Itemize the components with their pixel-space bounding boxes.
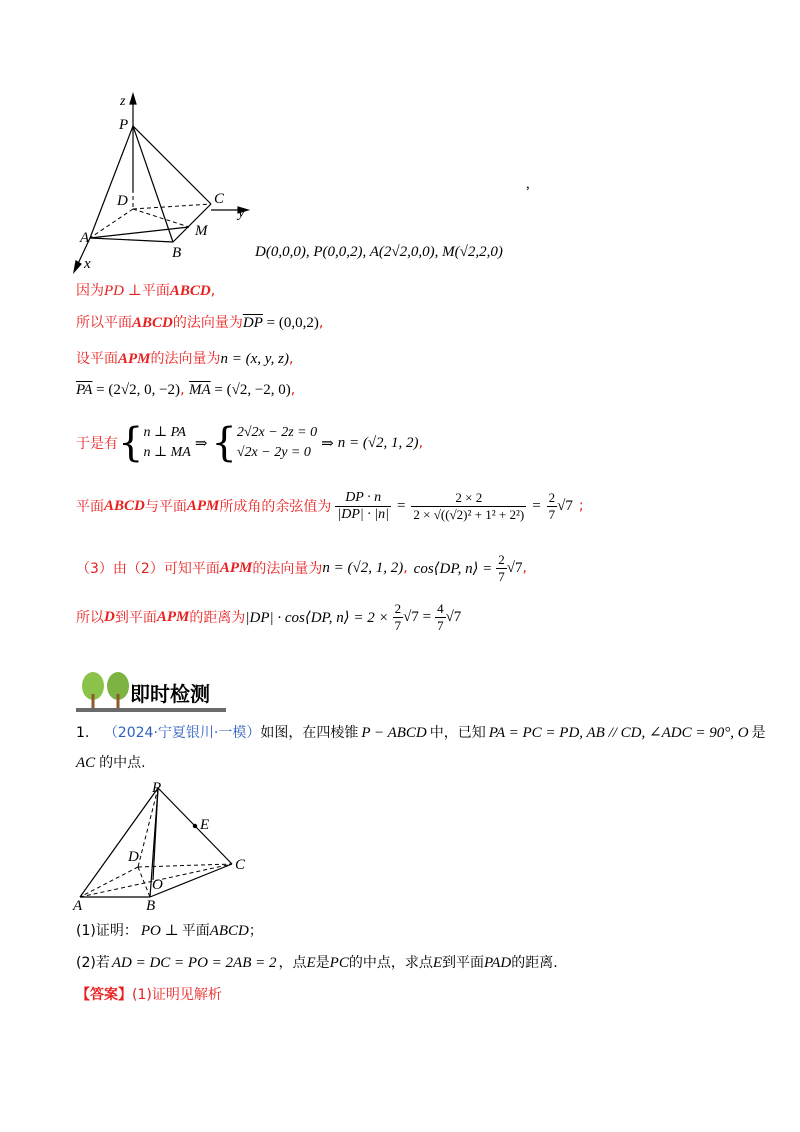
section-header	[76, 670, 226, 712]
problem-line-2: AC 的中点.	[76, 755, 146, 771]
solution-line-6: 平面 ABCD 与平面 APM 所成角的余弦值为 $\frac{DP \cdot n}{|DP| \cdot |n|}$ = $\frac{2 \times 2}{\text{2 × √((√2)² + 1² + 2²)}}$ = $\frac{2}{7}$ √7 ;	[76, 489, 584, 522]
label-y: y	[238, 205, 245, 221]
label-B: B	[172, 245, 182, 261]
solution-line-3: 设平面APM的法向量为n = (x, y, z),	[76, 351, 294, 367]
label-P: P	[119, 117, 129, 133]
fig2-label-O: O	[152, 877, 163, 893]
solution-line-7: （3）由（2）可知平面 APM 的法向量为 n = (√2, 1, 2) , cos⟨DP, n⟩ = $\frac{2}{7}$ √7 ,	[76, 551, 527, 584]
point-E-dot	[193, 824, 197, 828]
label-D: D	[117, 193, 128, 209]
fig2-label-E: E	[200, 817, 210, 833]
fig2-label-A: A	[73, 898, 83, 914]
tree-icon	[76, 670, 136, 712]
solution-line-5: 于是有 { n ⊥ PA n ⊥ MA ⇒ { 2√2x − 2z = 0 √2x − 2y = 0 ⇒ n = (√2, 1, 2) ,	[76, 420, 424, 466]
question-1: (1)证明： PO ⊥ 平面ABCD；	[76, 923, 263, 939]
label-M: M	[195, 223, 208, 239]
answer-line: 【答案】(1)证明见解析	[76, 987, 222, 1003]
solution-line-8: 所以 D 到平面 APM 的距离为 |DP| · cos⟨DP, n⟩ = 2 × $\frac{2}{7}$ √7 = $\frac{4}{7}$ √7	[76, 600, 462, 633]
label-C: C	[214, 191, 225, 207]
pyramid-figure-1	[66, 92, 266, 282]
solution-line-2: 所以平面ABCD的法向量为$\overline{DP} = (0,0,2)$,	[76, 315, 324, 331]
label-A: A	[80, 230, 90, 246]
fig2-label-P: P	[152, 780, 162, 796]
label-z: z	[120, 94, 126, 109]
fig2-label-B: B	[146, 898, 156, 914]
problem-line-1: 1. （2024·宁夏银川·一模）如图，在四棱锥 P − ABCD 中，已知 PA = PC = PD, AB // CD, ∠ADC = 90°, O 是	[76, 725, 766, 741]
coordinates-line: D(0,0,0), P(0,0,2), A(2√2,0,0), M(√2,2,0)	[255, 244, 503, 260]
solution-line-1: 因为PD ⊥平面ABCD,	[76, 283, 216, 299]
stray-comma: ,	[526, 176, 530, 192]
section-underline	[76, 708, 226, 712]
solution-line-4: $\overline{PA} = (2√2$, 0, −2), $\overline{MA} = (√2$, −2, 0),	[76, 382, 296, 398]
fig2-label-C: C	[235, 857, 246, 873]
pyramid-figure-2	[72, 780, 262, 910]
fig2-label-D: D	[128, 849, 139, 865]
label-x: x	[84, 256, 91, 272]
section-title: 即时检测	[130, 682, 210, 706]
question-2: (2)若 AD = DC = PO = 2AB = 2 ，点E是PC的中点，求点E到平面PAD的距离.	[76, 955, 558, 971]
